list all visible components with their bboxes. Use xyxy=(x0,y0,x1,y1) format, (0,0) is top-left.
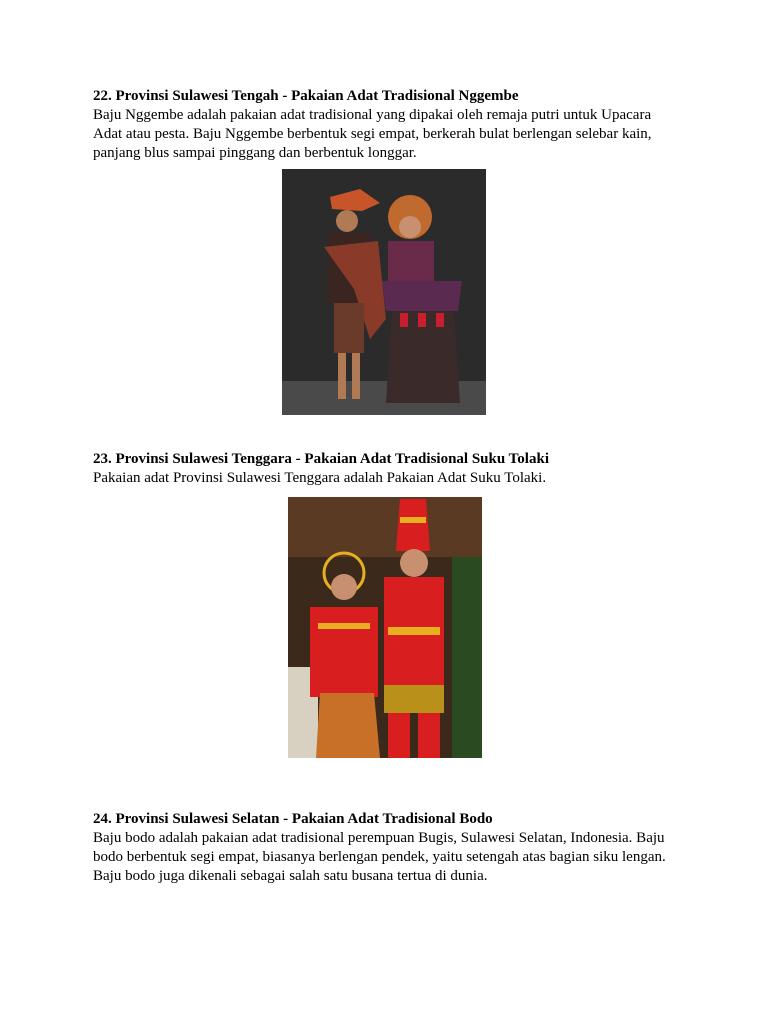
section-23-body: Pakaian adat Provinsi Sulawesi Tenggara adalah Pakaian Adat Suku Tolaki. xyxy=(93,470,547,486)
photo-nggembe-costume xyxy=(282,169,486,415)
section-22-body: Baju Nggembe adalah pakaian adat tradisional yang dipakai oleh remaja putri untuk Upacara Adat atau pesta. Baju Nggembe berbentuk segi empat, berkerah bulat berlengan selebar kain, panjang blus sampai pinggang dan berbentuk longgar. xyxy=(93,107,652,161)
photo-tolaki-costume xyxy=(288,497,482,758)
section-24-heading: 24. Provinsi Sulawesi Selatan - Pakaian Adat Tradisional Bodo xyxy=(93,811,493,827)
section-24-body: Baju bodo adalah pakaian adat tradisional perempuan Bugis, Sulawesi Selatan, Indonesia. Baju bodo berbentuk segi empat, biasanya berlengan pendek, yaitu setengah atas bagian siku lengan. Baju bodo juga dikenali sebagai salah satu busana tertua di dunia. xyxy=(93,830,666,884)
section-23 xyxy=(93,450,683,488)
section-23-heading: 23. Provinsi Sulawesi Tenggara - Pakaian Adat Tradisional Suku Tolaki xyxy=(93,451,549,467)
section-24 xyxy=(93,810,683,886)
section-22 xyxy=(93,87,683,163)
section-22-heading: 22. Provinsi Sulawesi Tengah - Pakaian Adat Tradisional Nggembe xyxy=(93,88,519,104)
